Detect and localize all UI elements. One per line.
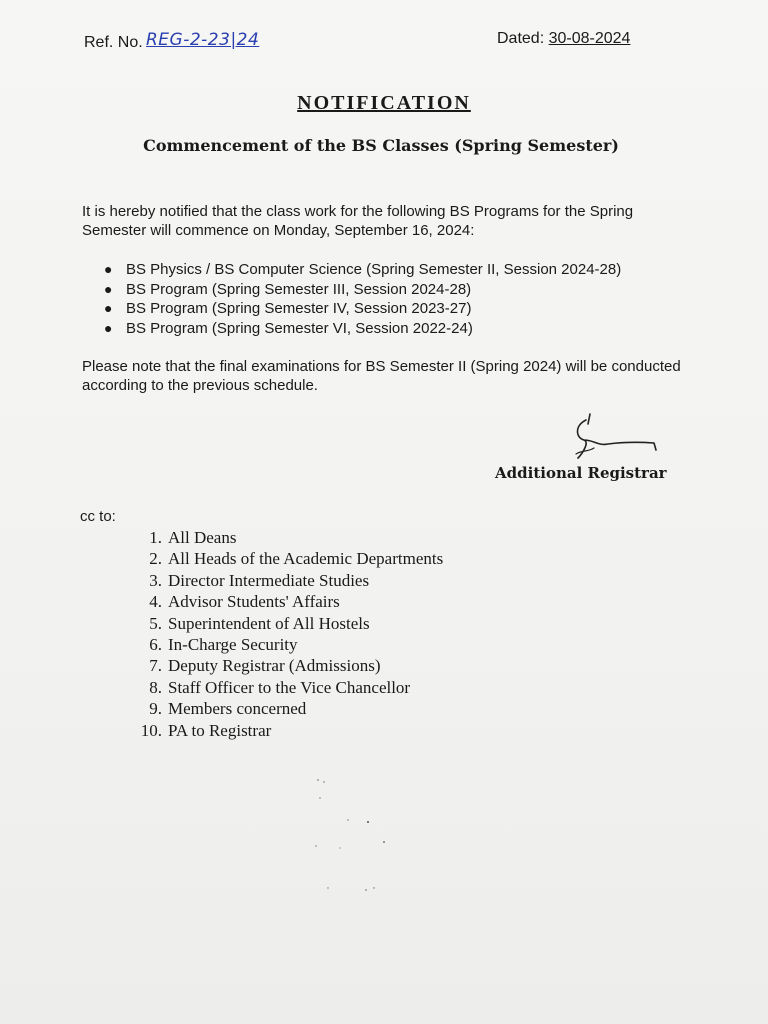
list-item: [128, 698, 443, 719]
cc-number: 8.: [149, 677, 162, 697]
notification-title-wrap: [0, 92, 768, 115]
cc-text: Director Intermediate Studies: [168, 570, 370, 590]
dated-label: Dated:: [497, 30, 545, 47]
list-item: [128, 634, 443, 655]
cc-text: In-Charge Security: [168, 635, 298, 655]
list-item: [128, 548, 443, 569]
list-item: [104, 299, 621, 319]
bullet-icon: ●: [104, 319, 113, 336]
cc-number: 7.: [149, 656, 162, 676]
signature-image: [568, 410, 664, 472]
cc-number: 5.: [149, 613, 162, 633]
bullet-icon: ●: [104, 300, 113, 316]
program-text: BS Program (Spring Semester IV, Session 2023-27): [126, 300, 472, 317]
dated-block: [497, 30, 630, 48]
list-item: [128, 527, 443, 548]
list-item: [128, 591, 443, 612]
bullet-icon: ●: [104, 261, 113, 277]
cc-text: Deputy Registrar (Admissions): [168, 656, 381, 676]
cc-number: 6.: [149, 635, 162, 655]
list-item: [128, 570, 443, 591]
cc-number: 2.: [149, 549, 162, 569]
list-item: [104, 280, 621, 300]
program-text: BS Program (Spring Semester III, Session 2024-28): [126, 280, 472, 298]
cc-text: Staff Officer to the Vice Chancellor: [168, 677, 411, 697]
signatory-title: Additional Registrar: [495, 464, 667, 482]
cc-number: 1.: [149, 528, 162, 547]
cc-text: All Heads of the Academic Departments: [168, 549, 444, 569]
paper-specks: [300, 770, 420, 900]
list-item: [128, 677, 443, 698]
cc-text: All Deans: [168, 528, 237, 547]
cc-number: 4.: [149, 592, 162, 612]
note-paragraph: Please note that the final examinations for BS Semester II (Spring 2024) will be conducted according to the previous schedule.: [82, 358, 681, 394]
dated-value: 30-08-2024: [548, 30, 631, 47]
cc-list: [128, 527, 443, 741]
ref-label: Ref. No.: [84, 34, 143, 51]
notification-title: NOTIFICATION: [297, 92, 471, 114]
cc-number: 10.: [140, 720, 162, 740]
bullet-icon: ●: [104, 280, 113, 297]
cc-number: 3.: [149, 570, 162, 590]
program-list: [104, 260, 621, 338]
cc-text: Members concerned: [168, 699, 307, 719]
list-item: [128, 613, 443, 634]
ref-number-handwritten: REG-2-23|24: [146, 30, 260, 50]
notification-subtitle: Commencement of the BS Classes (Spring Semester): [143, 136, 619, 155]
program-text: BS Physics / BS Computer Science (Spring Semester II, Session 2024-28): [126, 261, 622, 278]
program-text: BS Program (Spring Semester VI, Session 2022-24): [126, 319, 473, 337]
cc-text: Advisor Students' Affairs: [168, 592, 340, 612]
intro-paragraph: It is hereby notified that the class work for the following BS Programs for the Spring Semester will commence on Monday, September 16, 2024:: [82, 203, 634, 239]
list-item: [104, 260, 621, 280]
list-item: [104, 319, 621, 339]
list-item: [128, 720, 443, 741]
list-item: [128, 655, 443, 676]
cc-number: 9.: [149, 699, 162, 719]
cc-label: cc to:: [80, 508, 116, 525]
cc-text: Superintendent of All Hostels: [168, 613, 370, 633]
cc-text: PA to Registrar: [168, 720, 272, 740]
